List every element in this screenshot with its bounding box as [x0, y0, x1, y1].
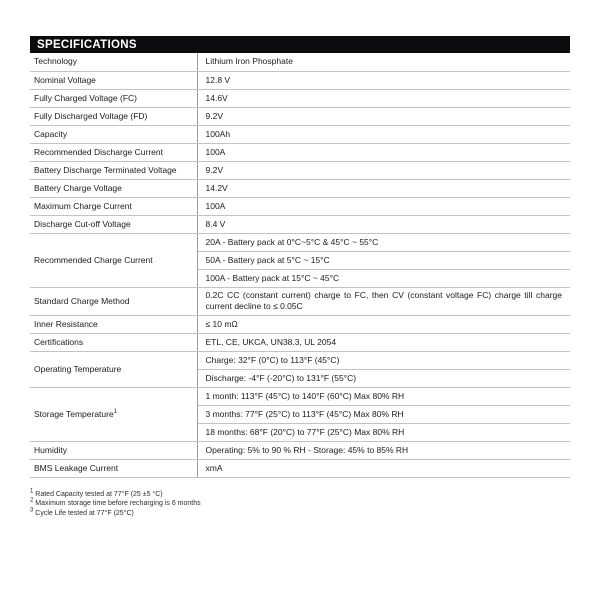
- spec-value-cell: Charge: 32°F (0°C) to 113°F (45°C): [197, 351, 570, 369]
- spec-row: [30, 215, 570, 233]
- spec-value-cell: 3 months: 77°F (25°C) to 113°F (45°C) Max 80% RH: [197, 405, 570, 423]
- spec-value-cell: Operating: 5% to 90 % RH - Storage: 45% to 85% RH: [197, 441, 570, 459]
- footnote-reference: 1: [113, 408, 118, 415]
- spec-row: [30, 441, 570, 459]
- spec-label-cell: Recommended Charge Current: [30, 233, 197, 287]
- footnotes: [30, 490, 570, 519]
- specifications-header-bar: [30, 36, 570, 53]
- spec-value-cell: 100A - Battery pack at 15°C ~ 45°C: [197, 269, 570, 287]
- spec-sheet-page: [30, 36, 570, 518]
- section-title: SPECIFICATIONS: [37, 38, 137, 51]
- spec-row: [30, 71, 570, 89]
- spec-value-cell: 0.2C CC (constant current) charge to FC, then CV (constant voltage FC) charge till charge current decline to ≤ 0.05C: [197, 287, 570, 315]
- spec-label-cell: Capacity: [30, 125, 197, 143]
- spec-value-cell: 50A - Battery pack at 5°C ~ 15°C: [197, 251, 570, 269]
- spec-label-cell: Maximum Charge Current: [30, 197, 197, 215]
- spec-row: [30, 107, 570, 125]
- spec-row: [30, 287, 570, 315]
- spec-label-cell: Humidity: [30, 441, 197, 459]
- spec-row: [30, 125, 570, 143]
- footnote: $^2$ Maximum storage time before recharging is 6 months: [30, 497, 201, 507]
- spec-label-cell: Fully Discharged Voltage (FD): [30, 107, 197, 125]
- spec-value-cell: 9.2V: [197, 107, 570, 125]
- spec-label-cell: Inner Resistance: [30, 315, 197, 333]
- spec-label-cell: Nominal Voltage: [30, 71, 197, 89]
- spec-value-cell: 12.8 V: [197, 71, 570, 89]
- footnote-marker: 1: [30, 488, 34, 495]
- spec-label-cell: Discharge Cut-off Voltage: [30, 215, 197, 233]
- spec-row: [30, 143, 570, 161]
- spec-value-cell: 100A: [197, 197, 570, 215]
- spec-row: [30, 459, 570, 477]
- spec-label-cell: Standard Charge Method: [30, 287, 197, 315]
- spec-label-cell: BMS Leakage Current: [30, 459, 197, 477]
- spec-row: [30, 351, 570, 369]
- spec-value-cell: 1 month: 113°F (45°C) to 140°F (60°C) Max 80% RH: [197, 387, 570, 405]
- spec-value-cell: 9.2V: [197, 161, 570, 179]
- spec-row: [30, 161, 570, 179]
- spec-value-cell: 18 months: 68°F (20°C) to 77°F (25°C) Max 80% RH: [197, 423, 570, 441]
- spec-row: [30, 89, 570, 107]
- spec-value-cell: ≤ 10 mΩ: [197, 315, 570, 333]
- spec-label-cell: Fully Charged Voltage (FC): [30, 89, 197, 107]
- footnote-marker: 3: [30, 507, 34, 514]
- spec-row: [30, 197, 570, 215]
- spec-row: [30, 315, 570, 333]
- spec-label-cell: Storage Temperature$^1$: [30, 387, 197, 441]
- spec-row: [30, 387, 570, 405]
- spec-row: [30, 333, 570, 351]
- footnote: $^3$ Cycle Life tested at 77°F (25°C): [30, 507, 134, 517]
- spec-value-cell: ETL, CE, UKCA, UN38.3, UL 2054: [197, 333, 570, 351]
- specifications-table: [30, 53, 570, 478]
- spec-value-cell: 20A - Battery pack at 0°C~5°C & 45°C ~ 55°C: [197, 233, 570, 251]
- footnote-marker: 2: [30, 497, 34, 504]
- spec-label-cell: Battery Charge Voltage: [30, 179, 197, 197]
- spec-value-cell: 8.4 V: [197, 215, 570, 233]
- spec-label-cell: Operating Temperature: [30, 351, 197, 387]
- spec-value-cell: 14.2V: [197, 179, 570, 197]
- spec-row: [30, 53, 570, 71]
- spec-value-cell: 100A: [197, 143, 570, 161]
- spec-value-cell: 14.6V: [197, 89, 570, 107]
- spec-value-cell: xmA: [197, 459, 570, 477]
- spec-value-cell: 100Ah: [197, 125, 570, 143]
- spec-label-cell: Recommended Discharge Current: [30, 143, 197, 161]
- spec-label-cell: Battery Discharge Terminated Voltage: [30, 161, 197, 179]
- spec-row: [30, 233, 570, 251]
- spec-row: [30, 179, 570, 197]
- spec-label-cell: Technology: [30, 53, 197, 71]
- spec-label-cell: Certifications: [30, 333, 197, 351]
- footnote: $^1$ Rated Capacity tested at 77°F (25 ±5 °C): [30, 488, 163, 498]
- spec-value-cell: Lithium Iron Phosphate: [197, 53, 570, 71]
- spec-value-cell: Discharge: -4°F (-20°C) to 131°F (55°C): [197, 369, 570, 387]
